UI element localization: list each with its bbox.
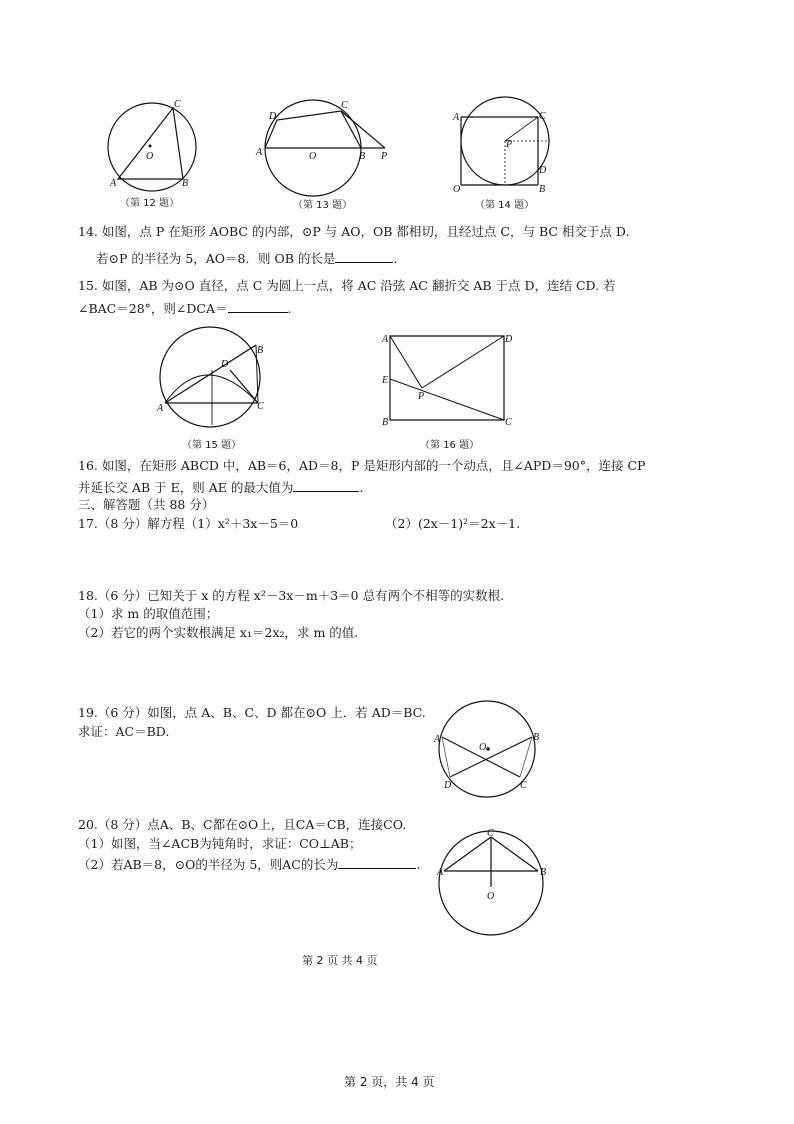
q18-line3: （2）若它的两个实数根满足 x₁＝2x₂，求 m 的值. — [78, 625, 359, 640]
q14-line2-text: 若⊙P 的半径为 5，AO＝8．则 OB 的长是 — [96, 251, 336, 266]
f12-label-b: B — [182, 178, 189, 189]
caption-fig16: （第 16 题） — [420, 440, 480, 451]
figure-19 — [430, 695, 550, 803]
f20-label-a: A — [437, 867, 444, 878]
q17-part1: 17.（8 分）解方程（1）x²＋3x－5＝0 — [78, 516, 299, 531]
f16-label-e: E — [382, 375, 389, 386]
f14-label-o: O — [453, 184, 461, 195]
f16-label-c: C — [505, 417, 512, 428]
caption-fig12: （第 12 题） — [120, 198, 180, 209]
figure-16 — [378, 328, 518, 430]
f15-label-b: B — [257, 345, 264, 356]
f12-label-o: O — [146, 151, 154, 162]
f12-label-c: C — [174, 99, 181, 110]
q18-line1: 18.（6 分）已知关于 x 的方程 x²－3x－m＋3＝0 总有两个不相等的实数根. — [78, 588, 505, 603]
section-3-heading: 三、解答题（共 88 分） — [78, 497, 215, 512]
q19-line1: 19.（6 分）如图，点 A、B、C、D 都在⊙O 上．若 AD＝BC. — [78, 705, 426, 720]
figure-14 — [448, 95, 558, 195]
q15-answer-blank[interactable] — [228, 300, 288, 313]
f16-label-a: A — [382, 334, 389, 345]
f15-label-c: C — [257, 401, 264, 412]
f14-label-a: A — [453, 112, 460, 123]
figure-12 — [100, 95, 210, 195]
f19-label-c: C — [520, 780, 527, 791]
q15-line1: 15. 如图，AB 为⊙O 直径，点 C 为圆上一点，将 AC 沿弦 AC 翻折交 AB 于点 D，连结 CD. 若 — [78, 278, 616, 293]
f19-label-o: O — [479, 742, 487, 753]
q20-answer-blank[interactable] — [338, 856, 416, 869]
f14-label-c: C — [539, 111, 546, 122]
q20-line3 — [78, 856, 420, 873]
q16-line1: 16. 如图，在矩形 ABCD 中，AB＝6，AD＝8，P 是矩形内部的一个动点，且∠APD＝90°，连接 CP — [78, 458, 646, 473]
q15-line2 — [78, 300, 291, 317]
q20-line3-text: （2）若AB＝8，⊙O的半径为 5，则AC的长为 — [78, 857, 339, 872]
q17-part2: （2）(2x－1)²＝2x－1. — [385, 516, 521, 531]
q16-line2-text: 并延长交 AB 于 E，则 AE 的最大值为 — [78, 480, 294, 495]
f19-label-a: A — [434, 734, 441, 745]
f14-label-p: P — [506, 139, 513, 150]
f16-label-d: D — [505, 334, 513, 345]
f13-label-c: C — [341, 100, 348, 111]
q16-line2 — [78, 479, 363, 496]
f13-label-o: O — [309, 151, 317, 162]
f15-label-d: D — [221, 359, 229, 370]
f13-label-p: P — [381, 151, 388, 162]
f19-label-d: D — [444, 780, 452, 791]
page-number-outer: 第 2 页，共 4 页 — [344, 1075, 435, 1089]
page-number-inner: 第 2 页 共 4 页 — [302, 954, 378, 967]
figure-20 — [434, 825, 554, 935]
f20-label-c: C — [487, 828, 494, 839]
q16-line2-end: . — [359, 480, 364, 495]
q20-line2: （1）如图，当∠ACB为钝角时，求证：CO⊥AB； — [78, 836, 362, 851]
q14-line1: 14. 如图，点 P 在矩形 AOBC 的内部，⊙P 与 AO，OB 都相切，且经过点 C，与 BC 相交于点 D. — [78, 224, 630, 239]
f12-label-a: A — [110, 178, 117, 189]
f15-label-a: A — [157, 403, 164, 414]
q14-answer-blank[interactable] — [335, 250, 393, 263]
q15-line2-text: ∠BAC＝28°，则∠DCA＝ — [78, 301, 228, 316]
f13-label-b: B — [359, 151, 366, 162]
caption-fig13: （第 13 题） — [293, 200, 353, 211]
caption-fig15: （第 15 题） — [182, 440, 242, 451]
q15-line2-end: . — [287, 301, 292, 316]
q19-line2: 求证：AC＝BD. — [78, 724, 170, 739]
figure-15 — [150, 325, 280, 430]
f20-label-b: B — [540, 867, 547, 878]
f19-label-b: B — [533, 732, 540, 743]
figure-13 — [255, 95, 395, 200]
q20-line3-end: . — [416, 857, 421, 872]
f13-label-a: A — [256, 147, 263, 158]
f13-label-d: D — [269, 111, 277, 122]
q16-answer-blank[interactable] — [293, 479, 359, 492]
q14-line2-end: . — [393, 251, 398, 266]
caption-fig14: （第 14 题） — [475, 200, 535, 211]
f14-label-d: D — [539, 165, 547, 176]
f16-label-p: P — [418, 391, 425, 402]
f14-label-b: B — [539, 184, 546, 195]
f16-label-b: B — [382, 417, 389, 428]
q20-line1: 20.（8 分）点A、B、C都在⊙O上，且CA＝CB，连接CO. — [78, 817, 407, 832]
q18-line2: （1）求 m 的取值范围； — [78, 606, 219, 621]
f20-label-o: O — [487, 891, 495, 902]
q14-line2 — [96, 250, 397, 267]
